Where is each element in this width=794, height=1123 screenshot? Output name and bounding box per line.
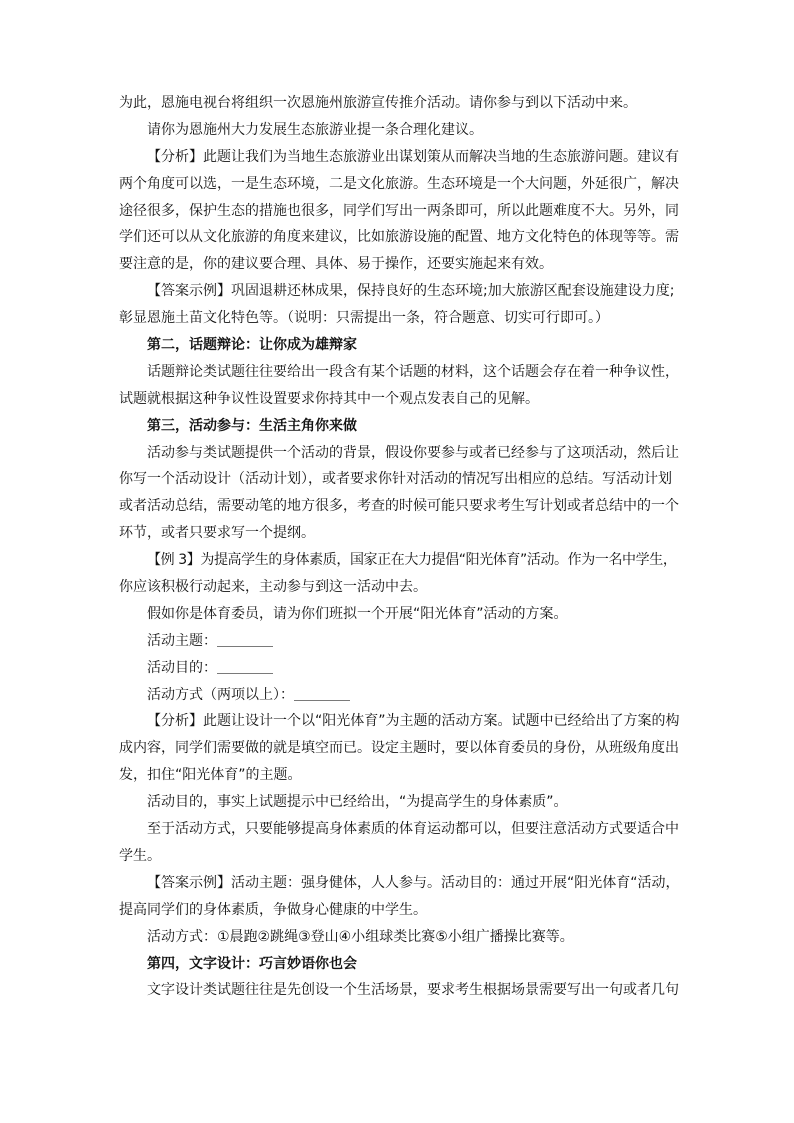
text-line: 活动目的：＿＿＿＿ (147, 659, 273, 676)
text-line: 文字设计类试题往往是先创设一个生活场景，要求考生根据场景需要写出一句或者几句 (147, 982, 679, 999)
text-line: 【例 3】为提高学生的身体素质，国家正在大力提倡“阳光体育”活动。作为一名中学生， (147, 552, 677, 569)
text-line: 假如你是体育委员，请为你们班拟一个开展“阳光体育”活动的方案。 (147, 605, 568, 622)
text-line: 你应该积极行动起来，主动参与到这一活动中去。 (119, 579, 427, 596)
text-line: 环节，或者只要求写一个提纲。 (119, 525, 315, 542)
text-line: 学生。 (119, 847, 161, 864)
text-line: 【答案示例】巩固退耕还林成果，保持良好的生态环境;加大旅游区配套设施建设力度; (147, 283, 675, 300)
text-line: 【答案示例】活动主题：强身健体，人人参与。活动目的：通过开展“阳光体育“活动， (147, 874, 680, 891)
text-line: 彰显恩施土苗文化特色等。（说明：只需提出一条，符合题意、切实可行即可。） (119, 310, 609, 327)
document-page (119, 90, 680, 1004)
text-line: 【分析】此题让设计一个以“阳光体育”为主题的活动方案。试题中已经给出了方案的构 (147, 713, 680, 730)
text-line: 试题就根据这种争议性设置要求你持其中一个观点发表自己的见解。 (119, 390, 539, 407)
text-line: 话题辩论类试题往往要给出一段含有某个话题的材料，这个话题会存在着一种争议性， (147, 363, 679, 380)
text-line: 途径很多，保护生态的措施也很多，同学们写出一两条即可，所以此题难度不大。另外，同 (119, 202, 679, 219)
text-line: 活动方式（两项以上）：＿＿＿＿ (147, 686, 350, 703)
text-line: 活动主题：＿＿＿＿ (147, 632, 273, 649)
text-line: 发，扣住“阳光体育”的主题。 (119, 767, 302, 784)
text-line: 你写一个活动设计（活动计划），或者要求你针对活动的情况写出相应的总结。写活动计划 (119, 471, 672, 488)
text-line: 活动方式：①晨跑②跳绳③登山④小组球类比赛⑤小组广播操比赛等。 (147, 928, 574, 945)
text-line: 请你为恩施州大力发展生态旅游业提一条合理化建议。 (147, 121, 483, 138)
section-heading: 第二，话题辩论：让你成为雄辩家 (147, 337, 357, 354)
text-line: 为此，恩施电视台将组织一次恩施州旅游宣传推介活动。请你参与到以下活动中来。 (119, 95, 637, 111)
text-line: 至于活动方式，只要能够提高身体素质的体育运动都可以，但要注意活动方式要适合中 (147, 821, 679, 838)
section-heading: 第四，文字设计：巧言妙语你也会 (147, 955, 357, 972)
text-line: 两个角度可以选，一是生态环境，二是文化旅游。生态环境是一个大问题，外延很广，解决 (119, 175, 679, 192)
text-line: 活动目的，事实上试题提示中已经给出，“为提高学生的身体素质”。 (147, 794, 568, 811)
text-line: 或者活动总结，需要动笔的地方很多，考查的时候可能只要求考生写计划或者总结中的一个 (119, 498, 679, 515)
section-heading: 第三，活动参与：生活主角你来做 (147, 417, 357, 434)
text-line: 【分析】此题让我们为当地生态旅游业出谋划策从而解决当地的生态旅游问题。建议有 (147, 148, 679, 165)
text-line: 成内容，同学们需要做的就是填空而已。设定主题时，要以体育委员的身份，从班级角度出 (119, 740, 679, 757)
text-line: 活动参与类试题提供一个活动的背景，假设你要参与或者已经参与了这项活动，然后让 (147, 444, 679, 461)
text-line: 要注意的是，你的建议要合理、具体、易于操作，还要实施起来有效。 (119, 256, 553, 273)
text-line: 提高同学们的身体素质，争做身心健康的中学生。 (119, 901, 427, 918)
text-line: 学们还可以从文化旅游的角度来建议，比如旅游设施的配置、地方文化特色的体现等等。需 (119, 229, 679, 246)
